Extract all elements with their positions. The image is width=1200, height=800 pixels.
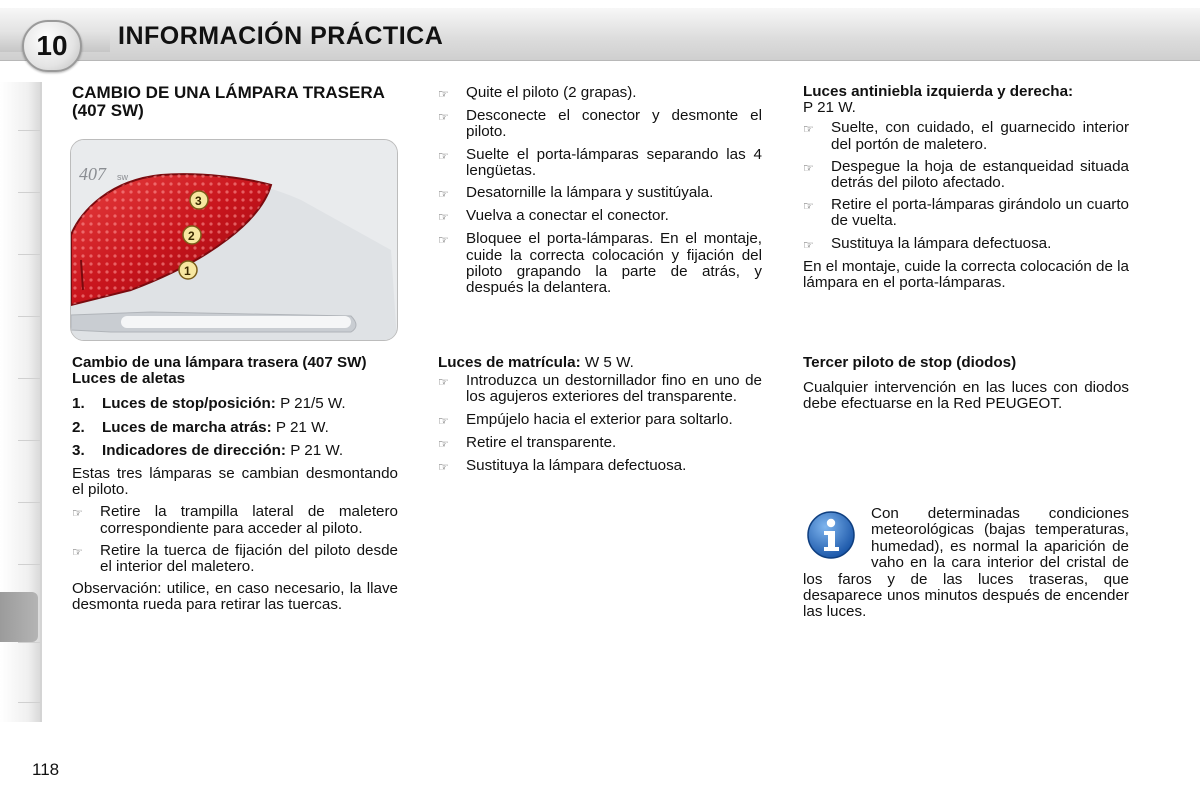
section-title: CAMBIO DE UNA LÁMPARA TRASERA (407 SW) [72,83,385,120]
fog-heading: Luces antiniebla izquierda y derecha: [803,83,1074,100]
lamp-number: 2. [72,418,85,436]
pointing-hand-icon: ☞ [438,187,449,202]
svg-text:2: 2 [188,229,195,243]
lamp-value: P 21 W. [271,418,329,436]
pointing-hand-icon: ☞ [438,413,449,428]
pointing-hand-icon: ☞ [72,544,83,559]
subtitle: Cambio de una lámpara trasera (407 SW) Luces de aletas [72,354,367,388]
lamp-value: P 21 W. [286,441,344,459]
list-item: ☞ Sustituya la lámpara defectuosa. [438,457,687,475]
info-note [803,506,1129,621]
lamp-item-3 [72,443,398,459]
list-item: ☞ Quite el piloto (2 grapas). [438,84,637,101]
chapter-badge: 10 [22,20,82,72]
column-1 [72,84,400,120]
list-item: ☞ Desatornille la lámpara y sustitúyala. [438,184,714,202]
lamp-label: Luces de marcha atrás: [102,418,272,436]
list-item: ☞ Retire la tuerca de fijación del piloto desde el interior del maletero. [72,541,398,576]
list-item: ☞ Retire el transparente. [438,433,617,451]
note-text: Observación: utilice, en caso necesario, la llave desmonta rueda para retirar las tuercas. [72,580,398,614]
list-item: ☞ Introduzca un destornillador fino en uno de los agujeros exteriores del transparente. [438,372,762,406]
list-item: ☞ Suelte, con cuidado, el guarnecido interior del portón de maletero. [803,119,1129,153]
svg-text:1: 1 [184,264,191,278]
svg-text:3: 3 [195,194,202,208]
pointing-hand-icon: ☞ [438,460,449,475]
callout-2 [183,226,201,244]
column-2 [438,85,762,302]
third-stop-heading: Tercer piloto de stop (diodos) [803,354,1017,371]
list-item: ☞ Retire el porta-lámparas girándolo un cuarto de vuelta. [803,196,1129,230]
lamp-number: 3. [72,441,85,459]
lamp-label: Indicadores de dirección: [102,441,286,459]
lamp-item-2 [72,420,398,436]
fog-note: En el montaje, cuide la correcta colocación de la lámpara en el porta-lámparas. [803,257,1129,292]
pointing-hand-icon: ☞ [438,210,449,225]
list-item: ☞ Suelte el porta-lámparas separando las 4 lengüetas. [438,145,762,179]
list-item: ☞ Desconecte el conector y desmonte el piloto. [438,107,762,141]
pointing-hand-icon: ☞ [803,122,814,137]
fog-value: P 21 W. [803,99,856,117]
pointing-hand-icon: ☞ [72,506,83,521]
column-2-plate [438,355,762,481]
chapter-tab-active[interactable] [0,592,38,642]
column-3 [803,84,1129,291]
plate-heading: Luces de matrícula: [438,354,581,371]
lamp-item-1 [72,396,398,412]
list-item: ☞ Vuelva a conectar el conector. [438,207,669,225]
lamp-label: Luces de stop/posición: [102,395,276,413]
list-item: ☞ Retire la trampilla lateral de maletero correspondiente para acceder al piloto. [72,503,398,537]
pointing-hand-icon: ☞ [803,160,814,175]
page-number: 118 [32,760,60,779]
info-text: Con determinadas condiciones meteorológicas (bajas temperaturas, humedad), es normal la aparición de vaho en la cara interior del cristal de los faros y de las luces traseras, que desaparece unos minutos después de encender las luces. [803,505,1129,621]
tail-lamp-illustration [71,140,397,340]
pointing-hand-icon: ☞ [438,110,449,125]
page-title: INFORMACIÓN PRÁCTICA [118,22,444,50]
model-badge: 407 [79,164,106,184]
intro-text: Estas tres lámparas se cambian desmontando el piloto. [72,465,398,499]
column-3-third [803,355,1129,413]
lamp-number: 1. [72,395,85,413]
lamp-value: P 21/5 W. [275,395,346,413]
pointing-hand-icon: ☞ [438,233,449,248]
pointing-hand-icon: ☞ [438,87,449,101]
pointing-hand-icon: ☞ [803,199,814,214]
callout-1 [179,261,197,279]
callout-3 [190,191,208,209]
pointing-hand-icon: ☞ [438,375,449,390]
list-item: ☞ Empújelo hacia el exterior para soltarlo. [438,410,733,428]
pointing-hand-icon: ☞ [438,436,449,451]
list-item: ☞ Bloquee el porta-lámparas. En el montaje, cuide la correcta colocación y fijación del piloto grapando la parte de atrás, y después la delantera. [438,230,762,297]
tail-lamp-photo [70,139,398,341]
plate-value: W 5 W. [580,354,634,371]
list-item: ☞ Despegue la hoja de estanqueidad situada detrás del piloto afectado. [803,157,1129,192]
pointing-hand-icon: ☞ [803,237,814,252]
pointing-hand-icon: ☞ [438,148,449,163]
third-stop-text: Cualquier intervención en las luces con diodos debe efectuarse en la Red PEUGEOT. [803,379,1129,413]
svg-text:sw: sw [117,172,128,182]
column-1-body [72,355,398,614]
list-item: ☞ Sustituya la lámpara defectuosa. [803,234,1052,252]
plate-heading-line [438,355,762,371]
